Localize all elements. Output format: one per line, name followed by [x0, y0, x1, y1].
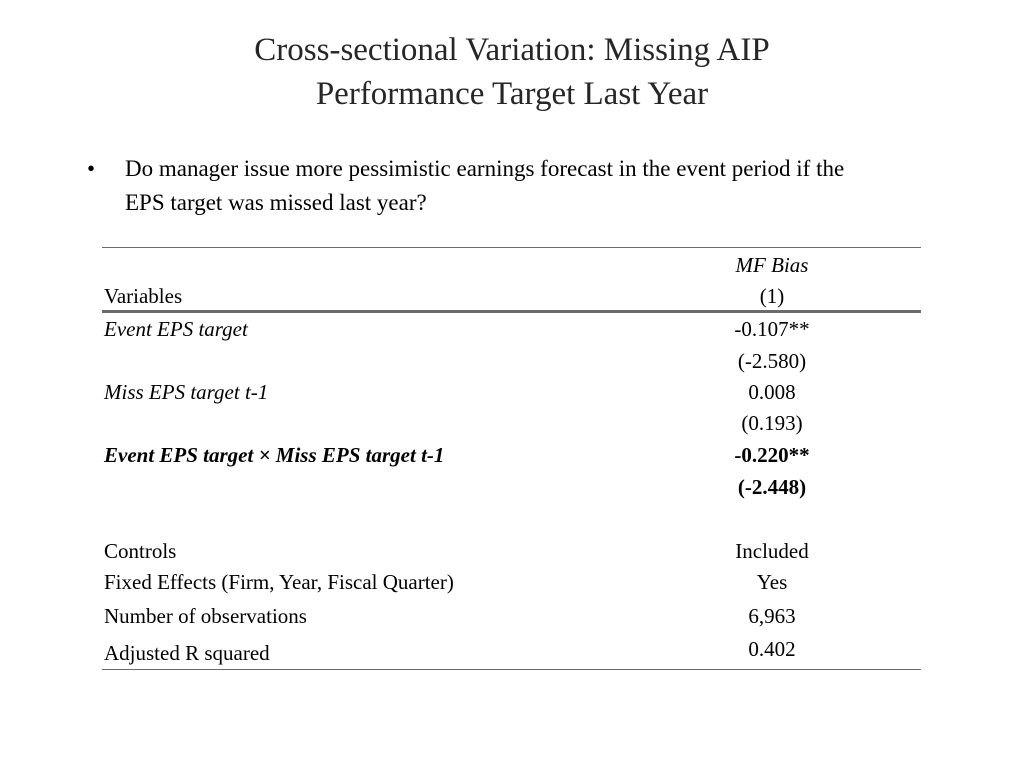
slide-title-line-2: Performance Target Last Year — [315, 76, 709, 112]
dependent-variable-header: MF Bias — [735, 253, 809, 277]
variables-header: Variables — [104, 284, 183, 308]
coefficient-value: -0.220** — [734, 443, 810, 467]
footer-value: 6,963 — [748, 604, 796, 628]
slide-title-line-1: Cross-sectional Variation: Missing AIP — [254, 32, 770, 68]
slide-title — [0, 28, 1024, 116]
variable-label: Miss EPS target t-1 — [104, 380, 269, 404]
footer-label: Fixed Effects (Firm, Year, Fiscal Quarter) — [104, 570, 454, 594]
t-stat-value: (-2.448) — [737, 475, 807, 499]
variable-label: Event EPS target × Miss EPS target t-1 — [104, 443, 445, 467]
bullet-text: Do manager issue more pessimistic earnings forecast in the event period if the EPS target was missed last year? — [125, 156, 845, 215]
t-stat-value: (-2.580) — [737, 349, 807, 373]
t-stat-value: (0.193) — [741, 411, 803, 435]
footer-value: Included — [735, 539, 809, 563]
header-divider — [102, 310, 921, 313]
footer-label: Number of observations — [104, 604, 307, 628]
footer-label: Controls — [104, 539, 177, 563]
coefficient-value: -0.107** — [734, 317, 810, 341]
coefficient-value: 0.008 — [748, 380, 796, 404]
footer-value: Yes — [756, 570, 788, 594]
column-number-header: (1) — [759, 284, 785, 308]
footer-label: Adjusted R squared — [104, 641, 270, 665]
bullet-icon: • — [87, 156, 96, 181]
footer-value: 0.402 — [748, 637, 796, 661]
regression-table — [102, 247, 921, 670]
variable-label: Event EPS target — [104, 317, 248, 341]
